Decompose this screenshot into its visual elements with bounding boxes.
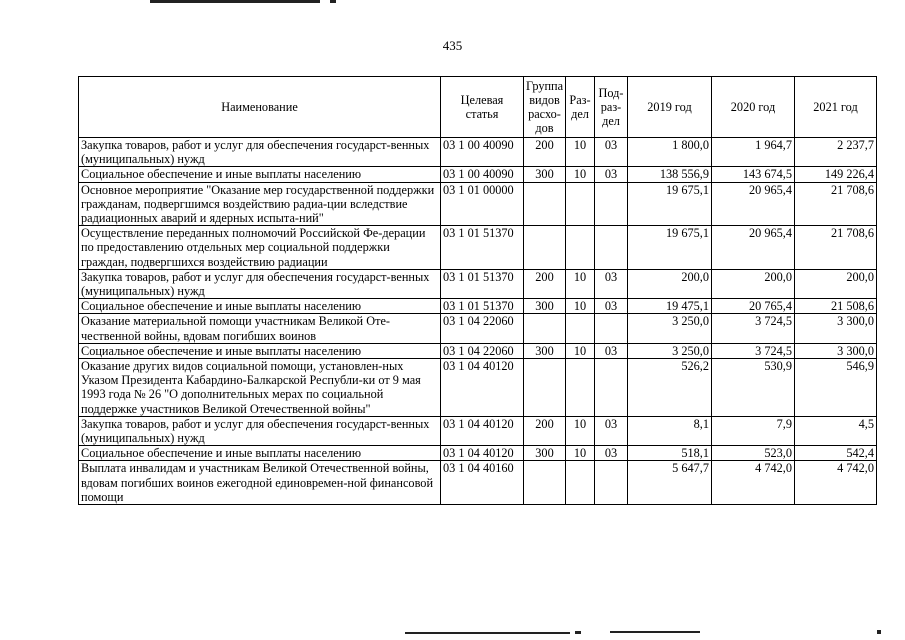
header-2020: 2020 год [712, 77, 795, 138]
cell-2019: 518,1 [628, 446, 712, 461]
cell-subsection: 03 [595, 343, 628, 358]
cell-name: Осуществление переданных полномочий Российской Фе-дерации по предоставлению отдельных мер социальной поддержки граждан, подвергшихся воздействию радиации [79, 226, 441, 270]
cell-2021: 21 508,6 [795, 299, 877, 314]
cell-section [566, 314, 595, 343]
cell-2021: 3 300,0 [795, 343, 877, 358]
header-2021: 2021 год [795, 77, 877, 138]
cell-name: Закупка товаров, работ и услуг для обеспечения государст-венных (муниципальных) нужд [79, 138, 441, 167]
cell-section [566, 226, 595, 270]
cell-section: 10 [566, 167, 595, 182]
cell-2019: 8,1 [628, 416, 712, 445]
scan-artifact-top-dot [330, 0, 336, 3]
cell-target: 03 1 01 51370 [441, 269, 524, 298]
table-row [79, 182, 877, 226]
cell-group: 200 [524, 416, 566, 445]
cell-name: Социальное обеспечение и иные выплаты населению [79, 446, 441, 461]
cell-target: 03 1 04 40120 [441, 446, 524, 461]
cell-2019: 200,0 [628, 269, 712, 298]
header-target: Целевая статья [441, 77, 524, 138]
cell-2019: 5 647,7 [628, 461, 712, 505]
cell-2020: 20 965,4 [712, 226, 795, 270]
cell-section: 10 [566, 416, 595, 445]
cell-section: 10 [566, 446, 595, 461]
cell-target: 03 1 01 00000 [441, 182, 524, 226]
cell-name: Оказание материальной помощи участникам Великой Оте-чественной войны, вдовам погибших воинов [79, 314, 441, 343]
cell-group: 200 [524, 138, 566, 167]
cell-subsection [595, 461, 628, 505]
cell-2020: 530,9 [712, 359, 795, 417]
cell-name: Социальное обеспечение и иные выплаты населению [79, 299, 441, 314]
cell-subsection: 03 [595, 299, 628, 314]
cell-group [524, 359, 566, 417]
header-subsection: Под-раз-дел [595, 77, 628, 138]
cell-2021: 546,9 [795, 359, 877, 417]
cell-section: 10 [566, 269, 595, 298]
cell-section [566, 182, 595, 226]
cell-2019: 3 250,0 [628, 314, 712, 343]
cell-section: 10 [566, 138, 595, 167]
cell-subsection [595, 226, 628, 270]
cell-2019: 1 800,0 [628, 138, 712, 167]
table-body [79, 138, 877, 505]
cell-target: 03 1 04 40160 [441, 461, 524, 505]
cell-name: Выплата инвалидам и участникам Великой Отечественной войны, вдовам погибших воинов ежегодной единовремен-ной финансовой помощи [79, 461, 441, 505]
scan-artifact-bottom-dot [575, 631, 581, 634]
table-row [79, 226, 877, 270]
cell-2020: 200,0 [712, 269, 795, 298]
cell-2021: 21 708,6 [795, 182, 877, 226]
cell-2019: 19 675,1 [628, 182, 712, 226]
cell-subsection: 03 [595, 269, 628, 298]
scan-artifact-top [150, 0, 320, 3]
cell-subsection: 03 [595, 167, 628, 182]
cell-name: Закупка товаров, работ и услуг для обеспечения государст-венных (муниципальных) нужд [79, 416, 441, 445]
cell-2020: 4 742,0 [712, 461, 795, 505]
table-row [79, 416, 877, 445]
cell-group [524, 182, 566, 226]
header-name: Наименование [79, 77, 441, 138]
cell-group [524, 461, 566, 505]
cell-2021: 542,4 [795, 446, 877, 461]
cell-2021: 149 226,4 [795, 167, 877, 182]
cell-2020: 20 965,4 [712, 182, 795, 226]
cell-target: 03 1 04 40120 [441, 416, 524, 445]
cell-subsection [595, 182, 628, 226]
cell-target: 03 1 01 51370 [441, 226, 524, 270]
table-row [79, 269, 877, 298]
cell-subsection: 03 [595, 446, 628, 461]
cell-target: 03 1 00 40090 [441, 167, 524, 182]
cell-group: 300 [524, 343, 566, 358]
cell-group: 300 [524, 299, 566, 314]
header-group: Группа видов расхо-дов [524, 77, 566, 138]
cell-2021: 4 742,0 [795, 461, 877, 505]
cell-subsection: 03 [595, 138, 628, 167]
cell-target: 03 1 04 40120 [441, 359, 524, 417]
scan-artifact-bottom [405, 632, 570, 634]
table-row [79, 461, 877, 505]
cell-target: 03 1 04 22060 [441, 343, 524, 358]
cell-name: Социальное обеспечение и иные выплаты населению [79, 167, 441, 182]
page-number: 435 [442, 38, 463, 53]
cell-2021: 4,5 [795, 416, 877, 445]
table-row [79, 314, 877, 343]
budget-table [78, 76, 877, 505]
scan-artifact-bottom-mark [877, 630, 881, 634]
cell-2020: 3 724,5 [712, 343, 795, 358]
cell-2020: 7,9 [712, 416, 795, 445]
cell-name: Закупка товаров, работ и услуг для обеспечения государст-венных (муниципальных) нужд [79, 269, 441, 298]
cell-2021: 2 237,7 [795, 138, 877, 167]
cell-group [524, 314, 566, 343]
cell-2019: 19 675,1 [628, 226, 712, 270]
cell-2019: 526,2 [628, 359, 712, 417]
table-header-row [79, 77, 877, 138]
table-row [79, 138, 877, 167]
cell-subsection [595, 359, 628, 417]
table-row [79, 359, 877, 417]
cell-name: Социальное обеспечение и иные выплаты населению [79, 343, 441, 358]
cell-group [524, 226, 566, 270]
cell-2019: 3 250,0 [628, 343, 712, 358]
cell-target: 03 1 00 40090 [441, 138, 524, 167]
cell-name: Основное мероприятие "Оказание мер государственной поддержки гражданам, подвергшимся воздействию радиа-ции вследствие радиационных аварий и ядерных испыта-ний" [79, 182, 441, 226]
table-row [79, 343, 877, 358]
cell-2019: 138 556,9 [628, 167, 712, 182]
cell-target: 03 1 04 22060 [441, 314, 524, 343]
cell-2019: 19 475,1 [628, 299, 712, 314]
table-row [79, 167, 877, 182]
table-row [79, 446, 877, 461]
cell-section [566, 359, 595, 417]
cell-section: 10 [566, 343, 595, 358]
cell-section [566, 461, 595, 505]
cell-name: Оказание других видов социальной помощи, установлен-ных Указом Президента Кабардино-Балкарской Республи-ки от 9 мая 1993 года № 26 "О дополнительных мерах по социальной поддержке участников Великой Отечественной войны" [79, 359, 441, 417]
cell-2021: 200,0 [795, 269, 877, 298]
cell-target: 03 1 01 51370 [441, 299, 524, 314]
table-row [79, 299, 877, 314]
cell-2020: 1 964,7 [712, 138, 795, 167]
cell-2020: 523,0 [712, 446, 795, 461]
cell-group: 300 [524, 167, 566, 182]
cell-2021: 3 300,0 [795, 314, 877, 343]
header-2019: 2019 год [628, 77, 712, 138]
cell-subsection: 03 [595, 416, 628, 445]
scan-artifact-bottom-line [610, 631, 700, 633]
header-section: Раз-дел [566, 77, 595, 138]
cell-2021: 21 708,6 [795, 226, 877, 270]
cell-subsection [595, 314, 628, 343]
cell-group: 200 [524, 269, 566, 298]
cell-section: 10 [566, 299, 595, 314]
cell-2020: 20 765,4 [712, 299, 795, 314]
cell-group: 300 [524, 446, 566, 461]
cell-2020: 3 724,5 [712, 314, 795, 343]
cell-2020: 143 674,5 [712, 167, 795, 182]
